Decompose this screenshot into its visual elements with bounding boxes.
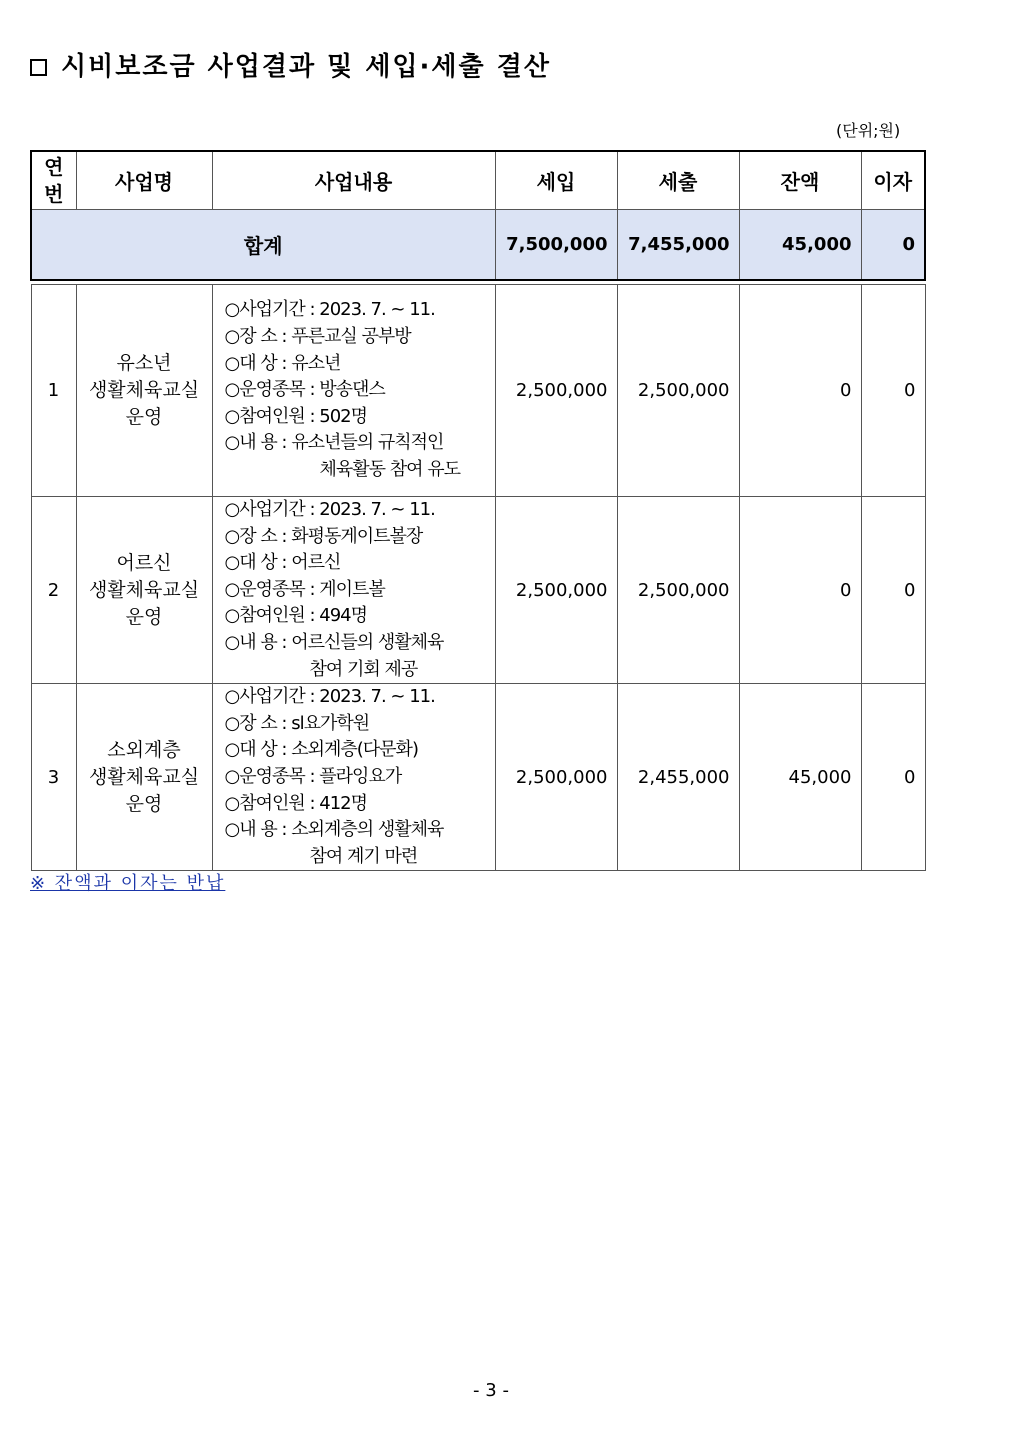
- header-content: 사업내용: [212, 151, 495, 210]
- row-revenue: 2,500,000: [495, 497, 617, 684]
- total-expense: 7,455,000: [617, 210, 739, 281]
- row-name: 소외계층 생활체육교실 운영: [76, 684, 212, 871]
- row-balance: 0: [739, 285, 861, 497]
- row-revenue: 2,500,000: [495, 285, 617, 497]
- row-no: 2: [31, 497, 76, 684]
- header-revenue: 세입: [495, 151, 617, 210]
- total-interest: 0: [861, 210, 925, 281]
- header-name: 사업명: [76, 151, 212, 210]
- table-row: [31, 497, 925, 684]
- row-no: 3: [31, 684, 76, 871]
- header-expense: 세출: [617, 151, 739, 210]
- page-title-text: 시비보조금 사업결과 및 세입·세출 결산: [61, 52, 551, 82]
- checkbox-square-icon: [30, 59, 47, 76]
- row-revenue: 2,500,000: [495, 684, 617, 871]
- row-content: ○사업기간 : 2023. 7. ~ 11. ○장 소 : 화평동게이트볼장 ○대 상 : 어르신 ○운영종목 : 게이트볼 ○참여인원 : 494명 ○내 용 : 어르신들의 생활체육 참여 기회 제공: [212, 497, 495, 684]
- row-name: 어르신 생활체육교실 운영: [76, 497, 212, 684]
- row-balance: 0: [739, 497, 861, 684]
- total-balance: 45,000: [739, 210, 861, 281]
- unit-label: (단위;원): [836, 121, 901, 140]
- header-balance: 잔액: [739, 151, 861, 210]
- row-name: 유소년 생활체육교실 운영: [76, 285, 212, 497]
- page-title: [30, 46, 551, 83]
- table-header-row: [31, 151, 925, 210]
- row-expense: 2,455,000: [617, 684, 739, 871]
- total-revenue: 7,500,000: [495, 210, 617, 281]
- total-row: [31, 210, 925, 281]
- footnote: ※ 잔액과 이자는 반납: [30, 873, 226, 894]
- row-no: 1: [31, 285, 76, 497]
- settlement-table: [30, 150, 926, 871]
- row-interest: 0: [861, 497, 925, 684]
- table-row: [31, 684, 925, 871]
- row-interest: 0: [861, 285, 925, 497]
- row-balance: 45,000: [739, 684, 861, 871]
- table-row: [31, 285, 925, 497]
- page-number: - 3 -: [473, 1380, 509, 1401]
- total-label: 합계: [31, 210, 495, 281]
- row-interest: 0: [861, 684, 925, 871]
- row-expense: 2,500,000: [617, 285, 739, 497]
- row-content: ○사업기간 : 2023. 7. ~ 11. ○장 소 : sl요가학원 ○대 상 : 소외계층(다문화) ○운영종목 : 플라잉요가 ○참여인원 : 412명 ○내 용 : 소외계층의 생활체육 참여 계기 마련: [212, 684, 495, 871]
- row-content: ○사업기간 : 2023. 7. ~ 11. ○장 소 : 푸른교실 공부방 ○대 상 : 유소년 ○운영종목 : 방송댄스 ○참여인원 : 502명 ○내 용 : 유소년들의 규칙적인 체육활동 참여 유도: [212, 285, 495, 497]
- header-interest: 이자: [861, 151, 925, 210]
- row-expense: 2,500,000: [617, 497, 739, 684]
- header-no: 연 번: [31, 151, 76, 210]
